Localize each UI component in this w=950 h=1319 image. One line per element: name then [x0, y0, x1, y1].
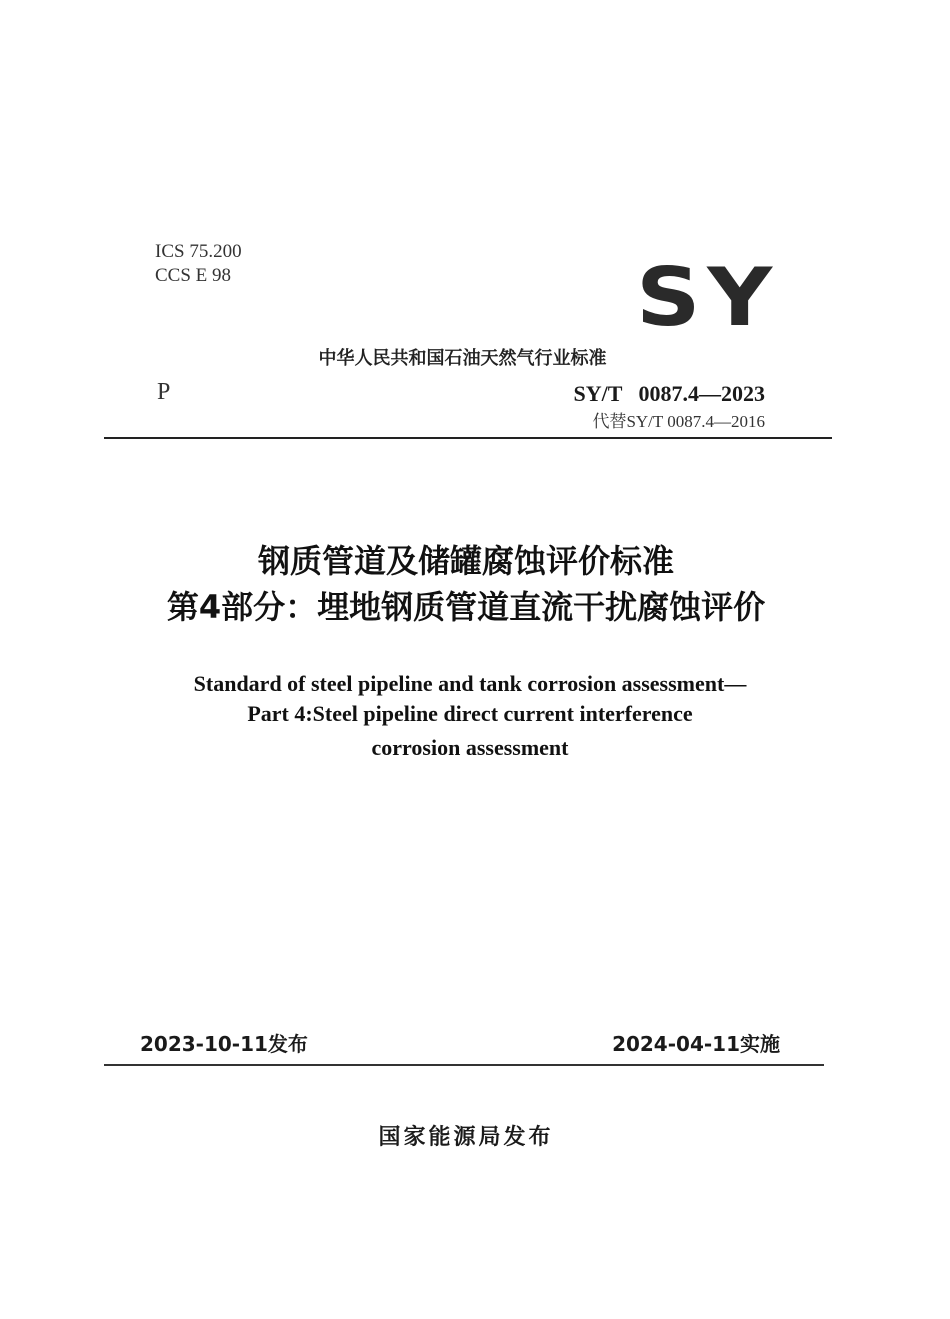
ccs-code: CCS E 98	[155, 265, 232, 286]
chinese-title-line-2: 第4部分：埋地钢质管道直流干扰腐蚀评价	[166, 588, 766, 626]
replaces-standard: 代替SY/T 0087.4—2016	[592, 412, 765, 431]
ics-code: ICS 75.200	[155, 241, 242, 262]
english-title	[0, 669, 940, 763]
footer-divider	[104, 1064, 824, 1066]
implementation-date: 2024-04-11实施	[612, 1032, 780, 1056]
chinese-title	[0, 538, 932, 630]
header-divider	[104, 437, 832, 439]
classification-letter: P	[157, 379, 171, 405]
ics-ccs-block	[155, 240, 242, 288]
chinese-title-line-1: 钢质管道及储罐腐蚀评价标准	[257, 542, 674, 580]
issue-date: 2023-10-11发布	[140, 1032, 308, 1056]
industry-standard-title: 中华人民共和国石油天然气行业标准	[318, 348, 607, 369]
english-title-line-2: Part 4:Steel pipeline direct current interference	[247, 701, 693, 726]
sy-logo: SY	[636, 251, 779, 344]
standard-number: SY/T 0087.4—2023	[573, 381, 765, 406]
publisher: 国家能源局发布	[378, 1125, 554, 1150]
english-title-line-3: corrosion assessment	[371, 735, 569, 760]
english-title-line-1: Standard of steel pipeline and tank corrosion assessment—	[193, 671, 747, 696]
